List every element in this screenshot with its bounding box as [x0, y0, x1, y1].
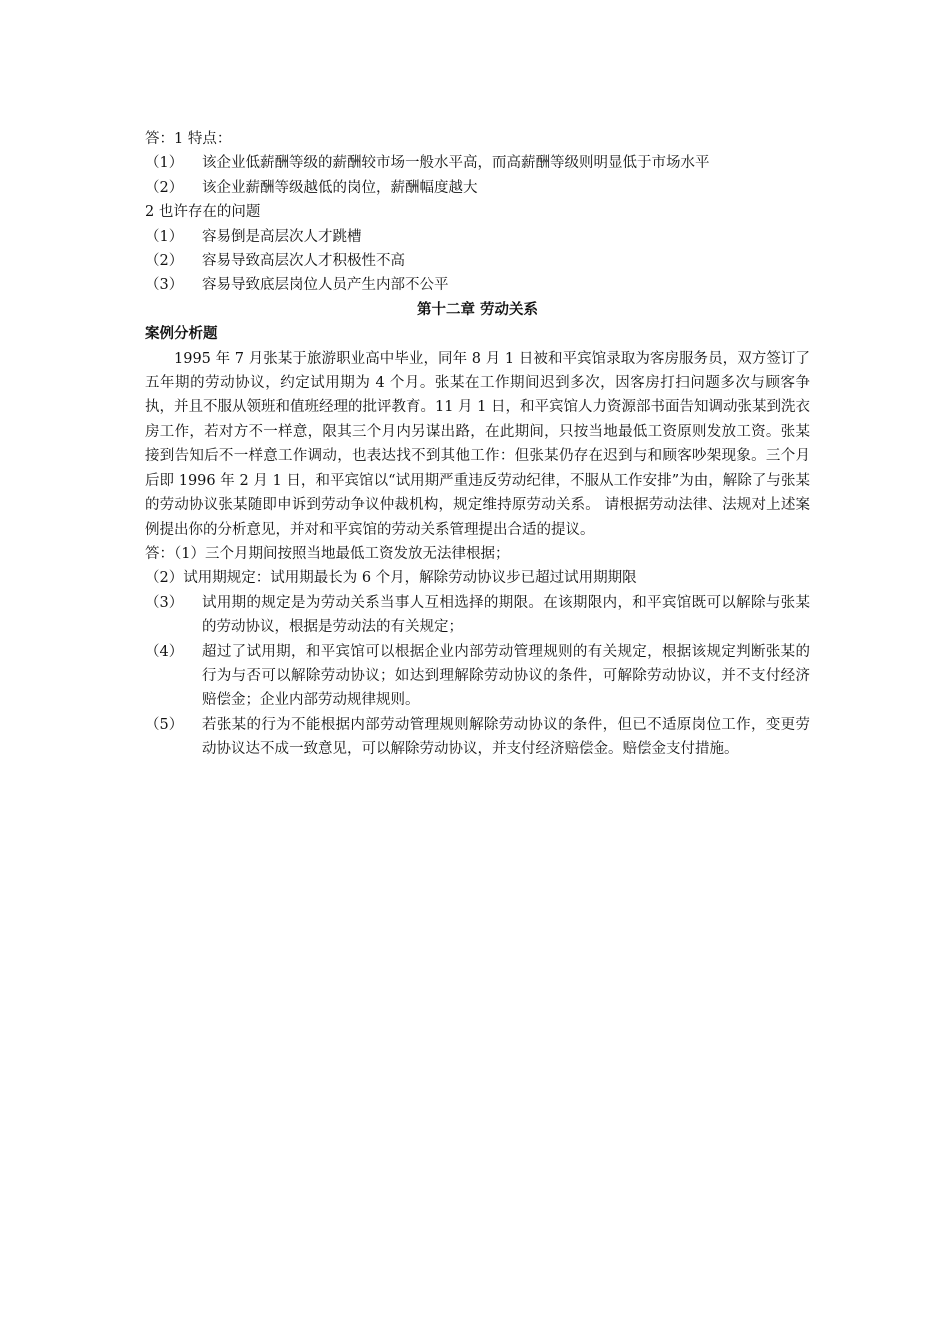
answer-text: 超过了试用期，和平宾馆可以根据企业内部劳动管理规则的有关规定，根据该规定判断张某的行为与否可以解除劳动协议；如达到理解除劳动协议的条件，可解除劳动协议，并不支付经济赔偿金；企业内部劳动规律规则。: [202, 643, 810, 709]
answer-item-3: [145, 591, 810, 640]
answer-number: （5）: [145, 716, 184, 733]
answer-item-4: [145, 640, 810, 713]
problems-title: 2 也许存在的问题: [145, 204, 261, 221]
problem-number: （2）: [145, 253, 184, 270]
document-page: [145, 127, 810, 762]
problem-number: （3）: [145, 277, 184, 294]
problem-item-1: [145, 225, 810, 249]
feature-number: （1）: [145, 155, 184, 172]
feature-item-2: [145, 176, 810, 200]
problem-text: 容易导致底层岗位人员产生内部不公平: [202, 277, 449, 294]
problem-number: （1）: [145, 228, 184, 245]
problem-item-3: [145, 273, 810, 297]
chapter-title: 第十二章 劳动关系: [416, 301, 539, 318]
answer-item-5: [145, 713, 810, 762]
feature-text: 该企业薪酬等级越低的岗位，薪酬幅度越大: [202, 179, 478, 196]
answer-text: 若张某的行为不能根据内部劳动管理规则解除劳动协议的条件，但已不适原岗位工作，变更劳动协议达不成一致意见，可以解除劳动协议，并支付经济赔偿金。赔偿金支付措施。: [202, 716, 810, 758]
problem-text: 容易导致高层次人才积极性不高: [202, 253, 405, 270]
problem-item-2: [145, 249, 810, 273]
answer-number: （4）: [145, 643, 184, 660]
answer-line-1: 答：（1）三个月期间按照当地最低工资发放无法律根据；: [145, 545, 510, 562]
problem-text: 容易倒是高层次人才跳槽: [202, 228, 362, 245]
feature-number: （2）: [145, 179, 184, 196]
feature-text: 该企业低薪酬等级的薪酬较市场一般水平高，而高薪酬等级则明显低于市场水平: [202, 155, 710, 172]
case-paragraph: 1995 年 7 月张某于旅游职业高中毕业，同年 8 月 1 日被和平宾馆录取为客房服务员，双方签订了五年期的劳动协议，约定试用期为 4 个月。张某在工作期间迟到多次，因客房打扫问题多次与顾客争执，并且不服从领班和值班经理的批评教育。11 月 1 日，和平宾馆人力资源部书面告知调动张某到洗衣房工作，若对方不一样意，限其三个月内另谋出路，在此期间，只按当地最低工资原则发放工资。张某接到告知后不一样意工作调动，也表达找不到其他工作：但张某仍存在迟到与和顾客吵架现象。三个月后即 1996 年 2 月 1 日，和平宾馆以“试用期严重违反劳动纪律，不服从工作安排”为由，解除了与张某的劳动协议张某随即申诉到劳动争议仲裁机构，规定维持原劳动关系。 请根据劳动法律、法规对上述案例提出你的分析意见，并对和平宾馆的劳动关系管理提出合适的提议。: [145, 350, 810, 538]
case-title: 案例分析题: [145, 326, 218, 343]
answer-number: （3）: [145, 594, 184, 611]
answer-text: 试用期的规定是为劳动关系当事人互相选择的期限。在该期限内，和平宾馆既可以解除与张某的劳动协议，根据是劳动法的有关规定；: [202, 594, 810, 636]
answer-line-2: （2）试用期规定：试用期最长为 6 个月，解除劳动协议步已超过试用期期限: [145, 570, 637, 587]
answer-intro: 答：1 特点：: [145, 131, 232, 147]
feature-item-1: [145, 151, 810, 175]
